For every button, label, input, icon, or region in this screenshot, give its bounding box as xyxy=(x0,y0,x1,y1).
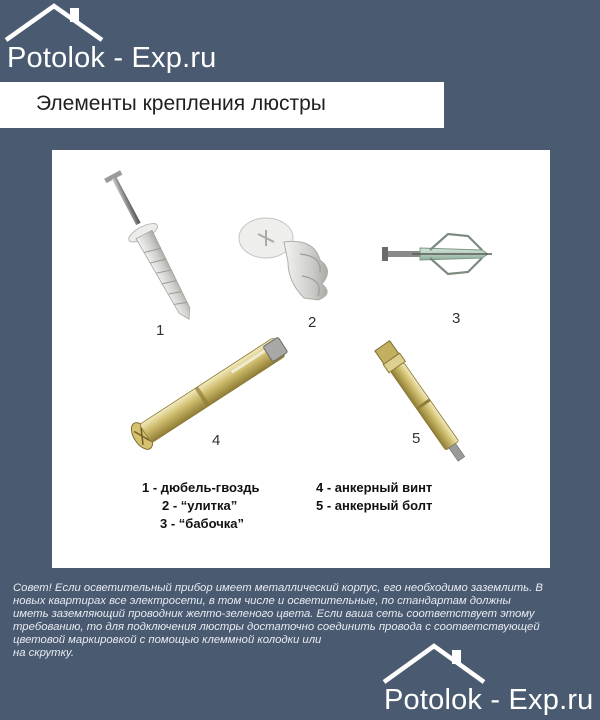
item-number-5: 5 xyxy=(412,430,421,447)
site-logo-top[interactable] xyxy=(0,0,240,80)
title-banner xyxy=(0,82,444,128)
advice-line: требованию, то для подключения люстры достаточно соединить провода с соответствующей xyxy=(13,621,540,633)
anchor-screw-icon xyxy=(127,332,291,453)
item-number-4: 4 xyxy=(212,432,221,449)
legend-item-3: 3 - “бабочка” xyxy=(160,516,244,531)
item-number-2: 2 xyxy=(308,314,317,331)
item-number-1: 1 xyxy=(156,322,165,339)
fasteners-figure xyxy=(52,150,550,568)
advice-line: на скрутку. xyxy=(13,647,74,659)
legend-item-1: 1 - дюбель-гвоздь xyxy=(142,480,260,495)
advice-line: цветовой маркировкой с помощью клеммной колодки или xyxy=(13,634,322,646)
legend-item-2: 2 - “улитка” xyxy=(162,498,238,513)
dowel-nail-icon xyxy=(98,167,203,327)
butterfly-anchor-icon xyxy=(382,234,492,274)
item-number-3: 3 xyxy=(452,310,461,327)
legend-item-4: 4 - анкерный винт xyxy=(316,480,433,495)
fasteners-illustration xyxy=(52,150,550,568)
anchor-bolt-icon xyxy=(374,340,470,465)
snail-anchor-icon xyxy=(239,218,328,300)
house-roof-icon xyxy=(4,2,114,44)
page-title: Элементы крепления люстры xyxy=(36,92,326,115)
advice-line: новых квартирах все электросети, в том числе и осветительные, по стандартам должны xyxy=(13,595,511,607)
advice-line: Совет! Если осветительный прибор имеет металлический корпус, его необходимо заземлить. В xyxy=(13,582,543,594)
advice-line: иметь заземляющий проводник желто-зеленого цвета. Если ваша сеть соответствует этому xyxy=(13,608,535,620)
logo-text: Potolok - Exp.ru xyxy=(7,42,217,74)
site-logo-bottom[interactable] xyxy=(378,638,600,720)
logo-text: Potolok - Exp.ru xyxy=(384,684,594,716)
house-roof-icon xyxy=(382,642,492,686)
legend-item-5: 5 - анкерный болт xyxy=(316,498,433,513)
